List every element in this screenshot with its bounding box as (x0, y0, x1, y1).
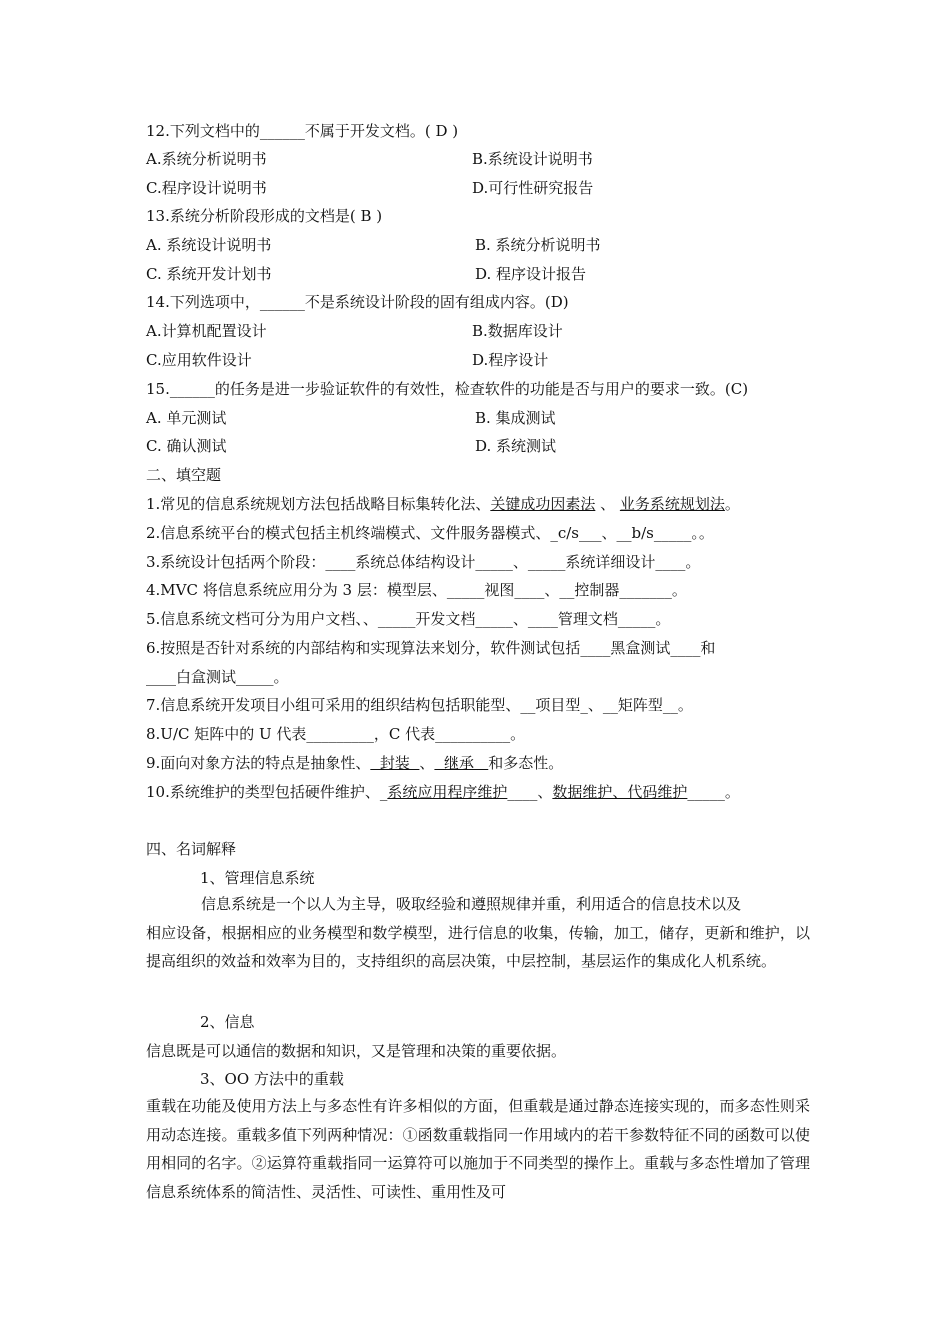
fill-q10-end: _____。 (687, 783, 740, 801)
term-3-title: 3、OO 方法中的重载 (200, 1070, 344, 1088)
term-2-title: 2、信息 (200, 1013, 255, 1031)
fill-question-1 (146, 494, 740, 514)
question-13-option-a: A. 系统设计说明书 (146, 236, 272, 254)
question-14-option-d: D.程序设计 (472, 351, 549, 369)
question-12-option-b: B.系统设计说明书 (472, 150, 593, 168)
fill-q9-text: 9.面向对象方法的特点是抽象性、 (146, 754, 371, 772)
fill-q9-end: 和多态性。 (488, 754, 564, 772)
fill-section-heading: 二、填空题 (146, 466, 222, 484)
question-15-option-a: A. 单元测试 (146, 409, 227, 427)
question-12-option-a: A.系统分析说明书 (146, 150, 267, 168)
term-1-definition-rest: 相应设备，根据相应的业务模型和数学模型，进行信息的收集，传输，加工，储存，更新和维护，以提高组织的效益和效率为目的，支持组织的高层决策，中层控制，基层运作的集成化人机系统。 (146, 923, 810, 971)
fill-q9-sep: 、 (419, 754, 435, 772)
fill-q1-sep: 、 (595, 495, 620, 513)
terms-section-heading: 四、名词解释 (146, 840, 237, 858)
fill-question-7: 7.信息系统开发项目小组可采用的组织结构包括职能型、__项目型_、__矩阵型__。 (146, 696, 693, 714)
question-14-stem: 14.下列选项中，______不是系统设计阶段的固有组成内容。(D) (146, 293, 569, 311)
fill-question-9 (146, 753, 563, 773)
question-14-option-c: C.应用软件设计 (146, 351, 252, 369)
fill-q1-end: 。 (724, 495, 740, 513)
fill-question-5: 5.信息系统文档可分为用户文档、、_____开发文档_____、____管理文档_____。 (146, 610, 671, 628)
fill-q10-text: 10.系统维护的类型包括硬件维护、_ (146, 783, 388, 801)
question-13-stem: 13.系统分析阶段形成的文档是( B ) (146, 207, 383, 225)
fill-q9-answer-2: 继承 (434, 754, 489, 772)
fill-q10-answer-1: 系统应用程序维护 (387, 783, 508, 801)
fill-question-6-line-2: ____白盒测试_____。 (146, 668, 289, 686)
term-1-definition-first-line: 信息系统是一个以人为主导，吸取经验和遵照规律并重，利用适合的信息技术以及 (201, 895, 742, 913)
question-13-option-d: D. 程序设计报告 (475, 265, 587, 283)
term-1-title: 1、管理信息系统 (200, 869, 315, 887)
fill-question-3: 3.系统设计包括两个阶段：____系统总体结构设计_____、_____系统详细设计____。 (146, 553, 701, 571)
question-12-option-c: C.程序设计说明书 (146, 179, 267, 197)
fill-q9-answer-1: 封装 (370, 754, 420, 772)
fill-q10-answer-2: 数据维护、代码维护 (552, 783, 688, 801)
fill-question-10 (146, 782, 740, 802)
term-1-definition (146, 890, 810, 976)
question-14-option-b: B.数据库设计 (472, 322, 563, 340)
question-15-option-c: C. 确认测试 (146, 437, 227, 455)
fill-q1-text: 1.常见的信息系统规划方法包括战略目标集转化法、 (146, 495, 491, 513)
question-15-option-b: B. 集成测试 (475, 409, 556, 427)
fill-question-4: 4.MVC 将信息系统应用分为 3 层：模型层、_____视图____、__控制器_______。 (146, 581, 687, 599)
fill-question-2: 2.信息系统平台的模式包括主机终端模式、文件服务器模式、_c/s___、__b/s_____。。 (146, 524, 714, 542)
question-13-option-c: C. 系统开发计划书 (146, 265, 272, 283)
fill-q10-sep: ____、 (507, 783, 553, 801)
question-14-option-a: A.计算机配置设计 (146, 322, 267, 340)
question-15-stem: 15.______的任务是进一步验证软件的有效性，检查软件的功能是否与用户的要求一致。(C) (146, 380, 749, 398)
question-12-stem: 12.下列文档中的______不属于开发文档。( D ) (146, 122, 459, 140)
question-15-option-d: D. 系统测试 (475, 437, 557, 455)
fill-question-6-line-1: 6.按照是否针对系统的内部结构和实现算法来划分，软件测试包括____黑盒测试____和 (146, 639, 716, 657)
question-12-option-d: D.可行性研究报告 (472, 179, 594, 197)
fill-q1-answer-2: 业务系统规划法 (619, 495, 725, 513)
fill-question-8: 8.U/C 矩阵中的 U 代表_________，C 代表__________。 (146, 725, 526, 743)
fill-q1-answer-1: 关键成功因素法 (490, 495, 596, 513)
term-2-definition: 信息既是可以通信的数据和知识，又是管理和决策的重要依据。 (146, 1042, 567, 1060)
question-13-option-b: B. 系统分析说明书 (475, 236, 601, 254)
term-3-definition: 重载在功能及使用方法上与多态性有许多相似的方面，但重载是通过静态连接实现的，而多态性则采用动态连接。重载多值下列两种情况：①函数重载指同一作用域内的若干参数特征不同的函数可以使用相同的名字。②运算符重载指同一运算符可以施加于不同类型的操作上。重载与多态性增加了管理信息系统体系的简洁性、灵活性、可读性、重用性及可 (146, 1097, 810, 1202)
